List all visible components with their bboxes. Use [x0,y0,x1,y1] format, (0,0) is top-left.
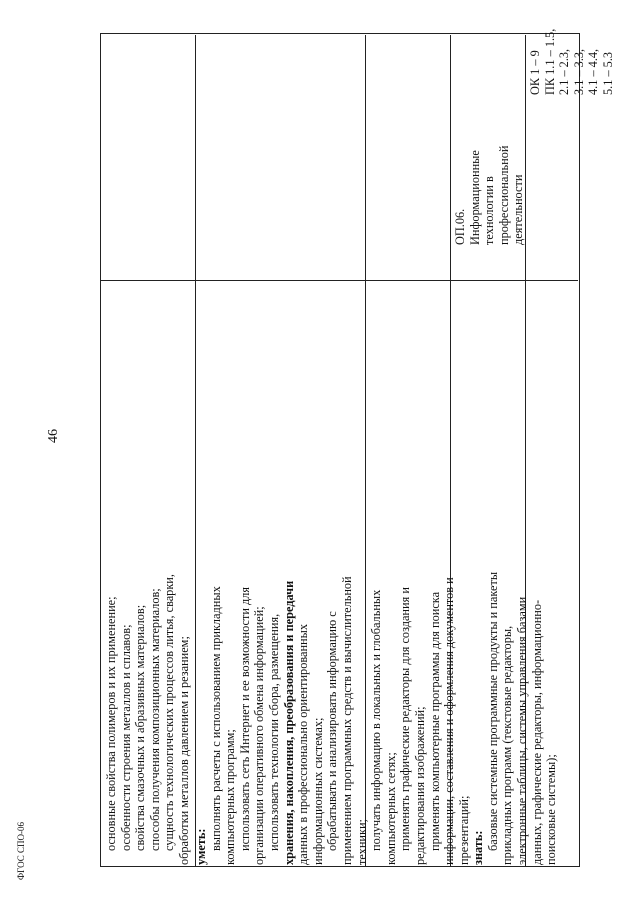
skill-line: информации, составления и оформления документов и [442,577,457,865]
skill-line: выполнять расчеты с использованием прикладных [208,586,223,851]
competency-line: 5.1 – 5.3 [600,51,615,95]
competency-line: 4.1 – 4.4, [586,48,601,95]
skills-heading: уметь: [194,828,208,865]
top-line: свойства смазочных и абразивных материалов; [133,604,148,851]
top-line: особенности строения металлов и сплавов; [118,624,133,851]
skill-line: редактирования изображений; [412,706,427,865]
skill-line: организации оперативного обмена информацией; [252,606,267,865]
competency-line: ПК 1.1 – 1.5, [542,28,557,95]
skill-line: компьютерных программ; [223,729,238,865]
competency-line: 3.1 – 3.3, [571,48,586,95]
skill-line: данных в профессионально ориентированных [296,623,311,865]
page-number: 46 [46,429,61,443]
knowledge-line: электронные таблицы, системы управления базами [515,596,530,865]
skill-line: получать информацию в локальных и глобальных [369,589,384,851]
discipline-cell [453,146,526,245]
top-line: способы получения композиционных материалов; [147,588,162,851]
knowledge-line: базовые системные программные продукты и пакеты [485,571,500,851]
discipline-line: технологии в [482,176,497,245]
skill-line: применением программных средств и вычислительной [339,576,354,865]
knowledge-line: данных, графические редакторы, информационно- [529,599,544,865]
top-line: обработки металлов давлением и резанием; [176,636,191,865]
knowledge-line: прикладных программ (текстовые редакторы, [500,625,515,865]
competency-line: 2.1 – 2.3, [557,48,572,95]
skill-line: компьютерных сетях; [383,752,398,865]
discipline-line: профессиональной [496,145,511,245]
competency-cell [528,29,616,95]
skill-line: информационных системах; [310,717,325,865]
discipline-line: деятельности [511,174,526,245]
footer-code: ФГОС СПО-06 [16,822,26,880]
skill-line: хранения, накопления, преобразования и передачи [281,580,296,865]
skill-line: техники; [354,819,369,865]
skill-line: использовать технологии сбора, размещения, [266,613,281,851]
top-line: сущность технологических процессов литья, сварки, [162,574,177,851]
top-line: основные свойства полимеров и их применение; [104,596,118,851]
skill-line: использовать сеть Интернет и ее возможности для [237,586,252,851]
knowledge-line: поисковые системы); [544,754,559,865]
skill-line: применять графические редакторы для создания и [398,587,413,851]
knowledge-heading: знать: [471,830,486,865]
skill-line: обрабатывать и анализировать информацию с [325,611,340,851]
discipline-line: Информационные [467,150,482,245]
competency-line: ОК 1 – 9 [528,50,542,95]
skill-line: применять компьютерные программы для поиска [427,591,442,851]
skill-line: презентаций; [456,795,471,865]
discipline-line: ОП.06. [453,208,467,245]
